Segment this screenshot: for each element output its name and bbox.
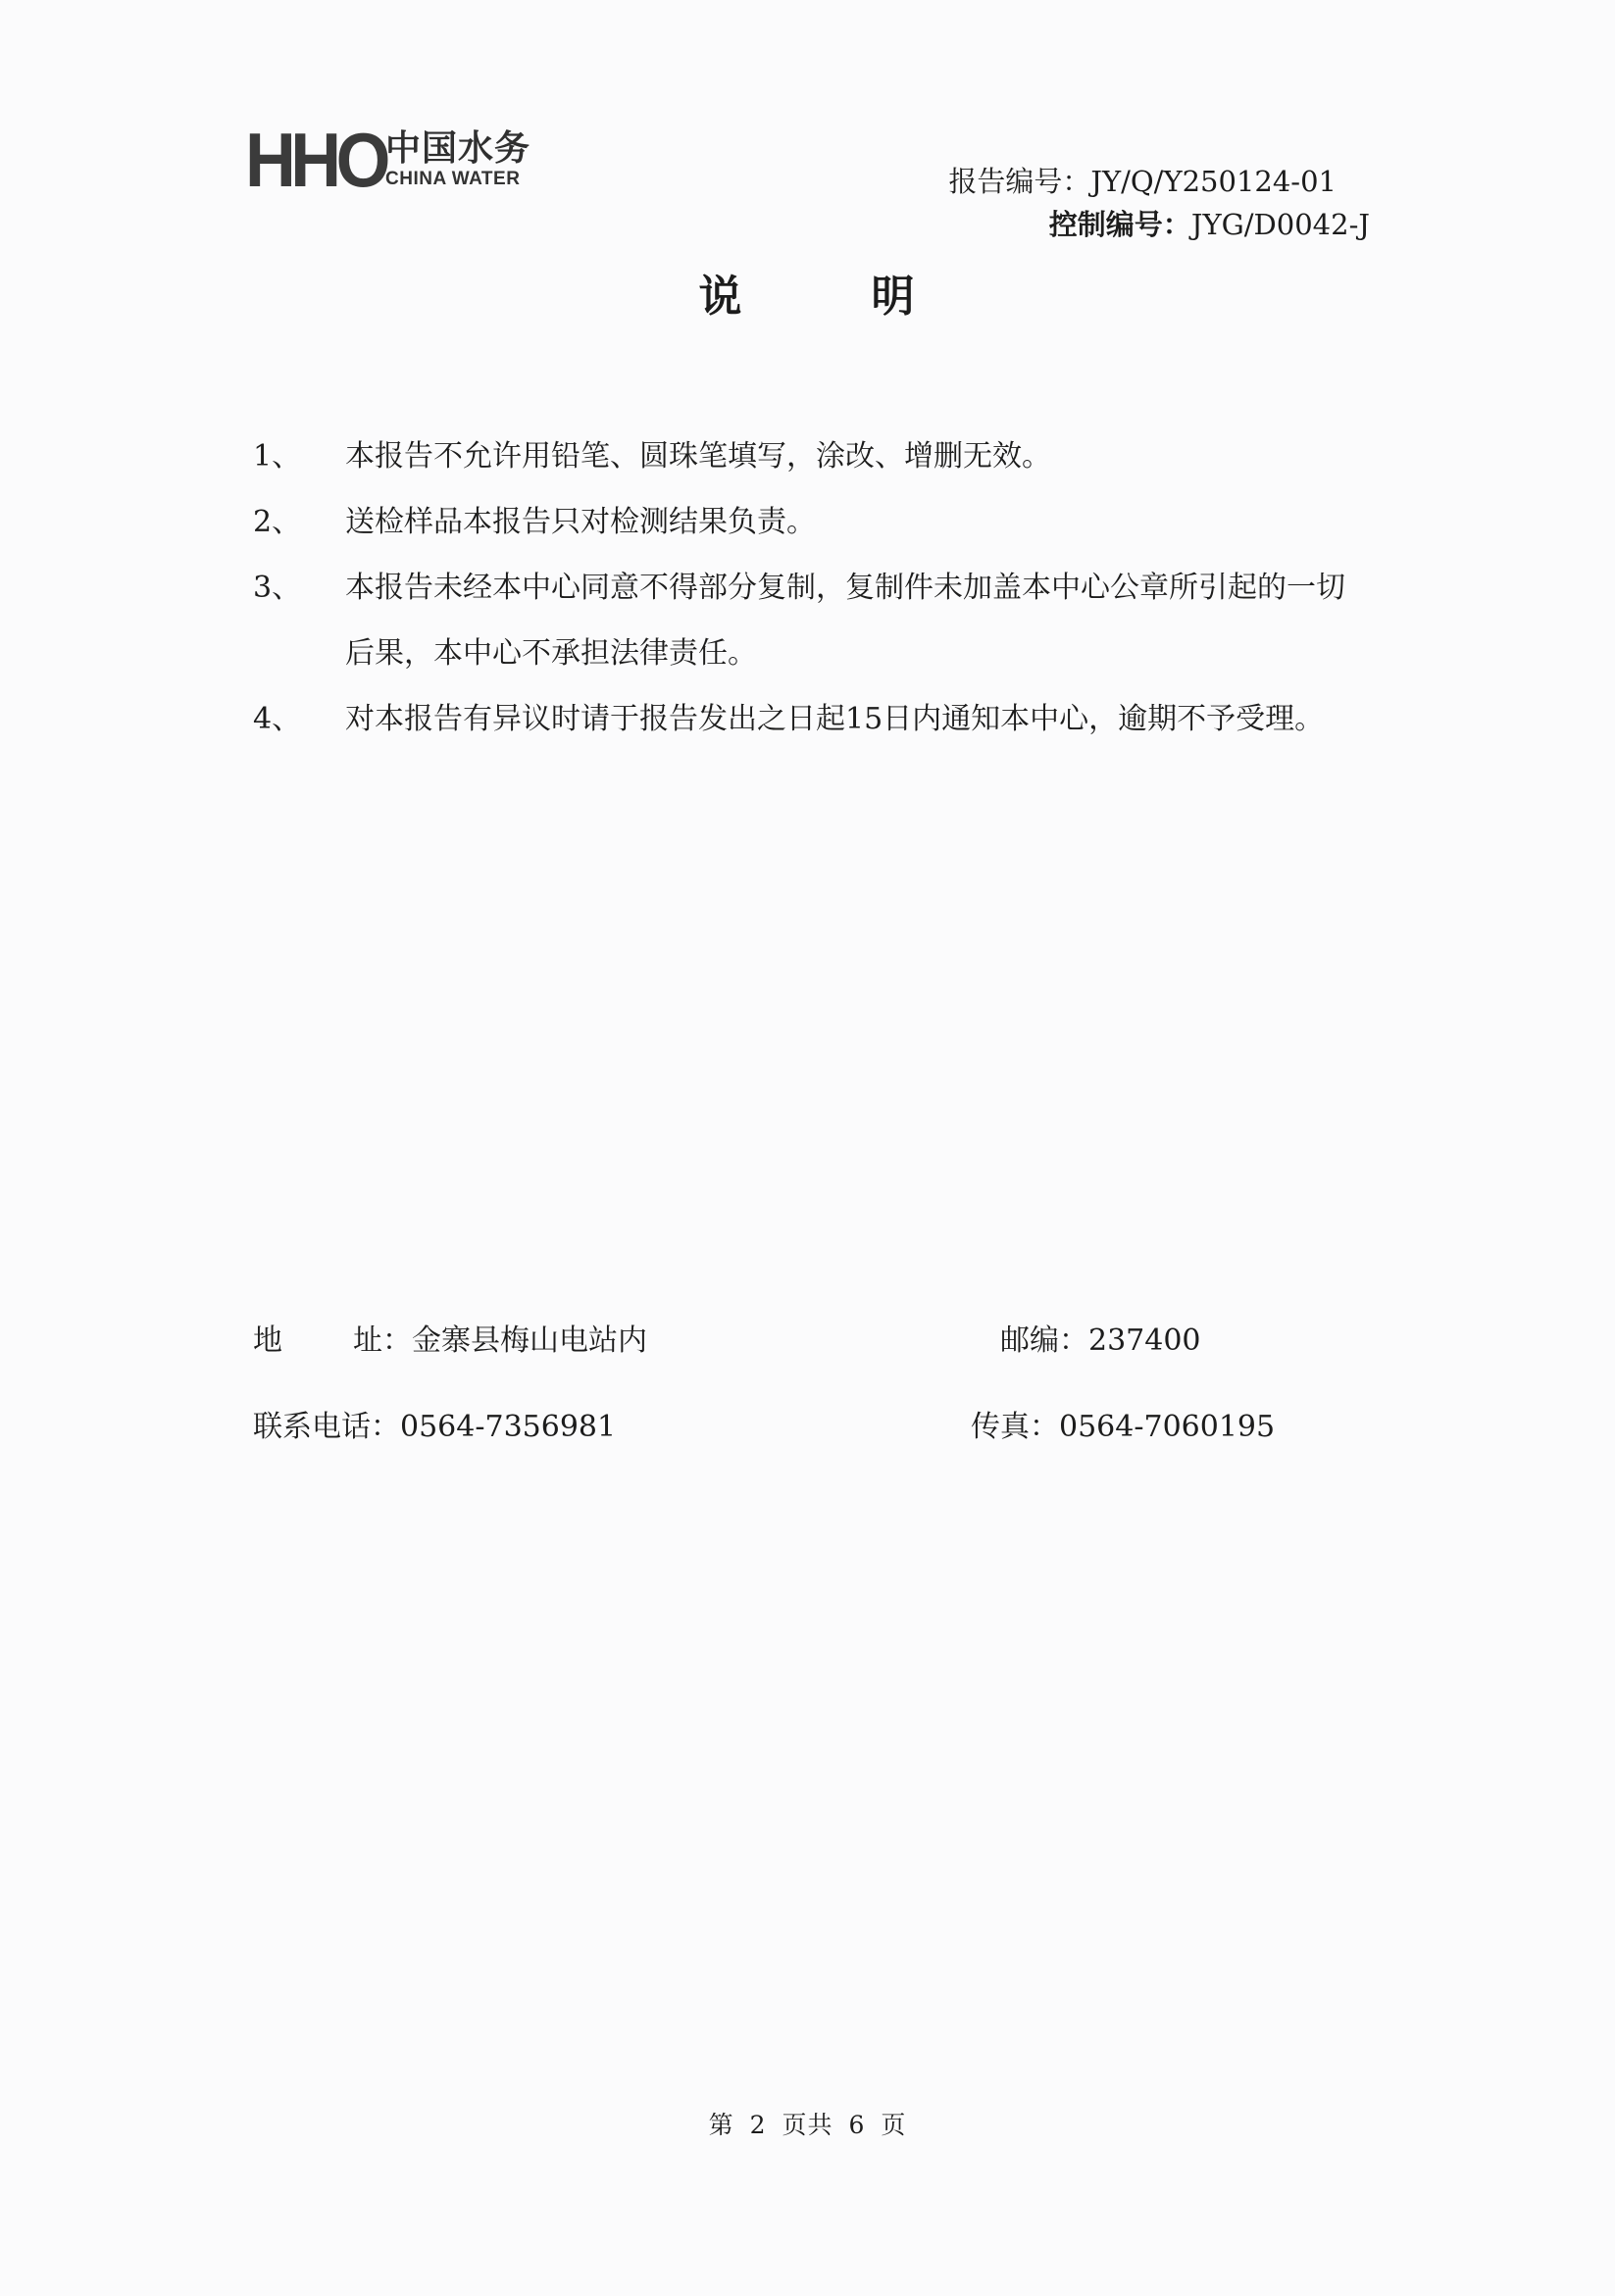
note-number: 3、 (253, 571, 302, 605)
fax-value: 0564-7060195 (1059, 1410, 1276, 1444)
fax-label: 传真： (971, 1410, 1059, 1444)
address-label-first: 地 (253, 1323, 282, 1358)
note-text: 本报告未经本中心同意不得部分复制，复制件未加盖本中心公章所引起的一切后果，本中心不承担法律责任。 (345, 571, 1345, 671)
notes-list (253, 424, 1381, 752)
control-number (948, 203, 1370, 246)
page-total: 6 (848, 2111, 866, 2139)
note-number: 4、 (253, 702, 302, 736)
postcode-label: 邮编： (1000, 1323, 1088, 1358)
document-codes (948, 160, 1370, 246)
postcode (1000, 1316, 1201, 1359)
logo-english-name: CHINA WATER (385, 169, 521, 189)
logo-chinese-name: 中国水务 (385, 128, 531, 169)
phone-value: 0564-7356981 (400, 1410, 617, 1444)
fax (971, 1402, 1275, 1445)
address (253, 1316, 647, 1359)
report-number (948, 160, 1337, 203)
logo-mark: HHO (245, 117, 385, 203)
note-item (253, 424, 1381, 489)
page-footer (0, 2106, 1615, 2141)
report-number-value: JY/Q/Y250124-01 (1090, 165, 1337, 198)
page-title (0, 261, 1615, 324)
note-item (253, 686, 1381, 752)
address-value: 金寨县梅山电站内 (412, 1323, 647, 1358)
note-number: 2、 (253, 505, 302, 539)
page-mid: 页共 (782, 2111, 833, 2139)
note-text: 本报告不允许用铅笔、圆珠笔填写，涂改、增删无效。 (345, 439, 1051, 474)
note-number: 1、 (253, 439, 302, 474)
page-suffix: 页 (881, 2111, 907, 2139)
title-char-2: 明 (871, 272, 917, 322)
postcode-value: 237400 (1088, 1323, 1201, 1358)
control-number-value: JYG/D0042-J (1190, 208, 1370, 241)
page-current: 2 (749, 2111, 767, 2139)
phone (253, 1402, 616, 1445)
address-label-second: 址： (353, 1323, 412, 1358)
logo-text (385, 129, 530, 190)
note-text: 对本报告有异议时请于报告发出之日起15日内通知本中心，逾期不予受理。 (345, 702, 1325, 736)
company-logo (245, 117, 531, 203)
page-prefix: 第 (708, 2111, 734, 2139)
title-char-1: 说 (698, 272, 744, 322)
note-item (253, 489, 1381, 555)
control-number-label: 控制编号： (1048, 208, 1191, 241)
note-text: 送检样品本报告只对检测结果负责。 (345, 505, 816, 539)
report-number-label: 报告编号： (948, 165, 1091, 198)
phone-label: 联系电话： (253, 1410, 400, 1444)
note-item (253, 555, 1381, 686)
